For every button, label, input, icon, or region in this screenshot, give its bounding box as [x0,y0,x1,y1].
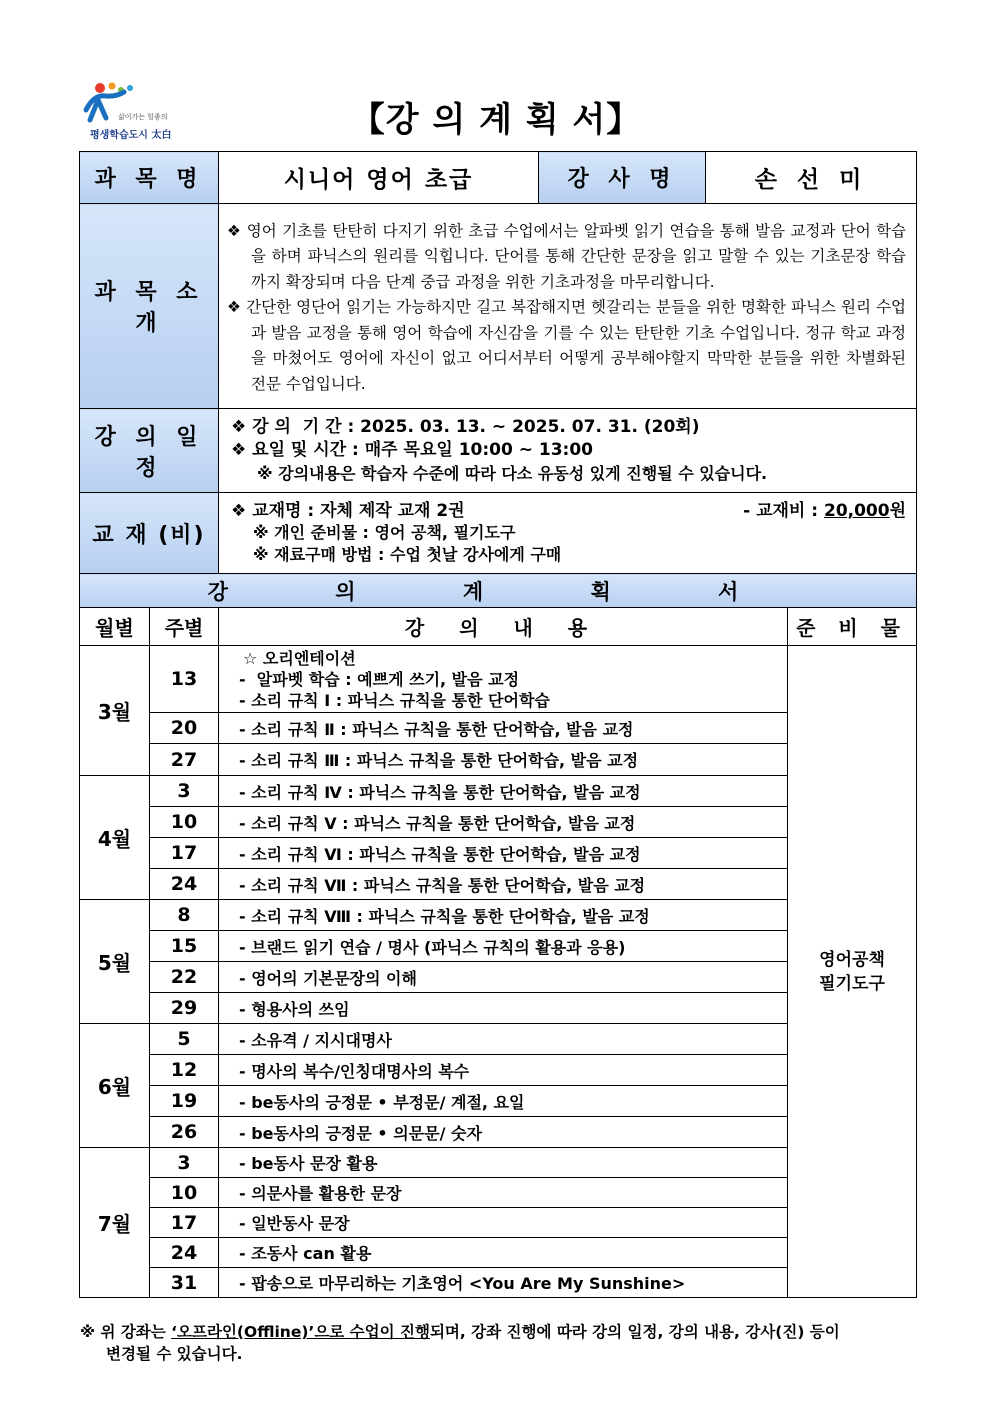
intro-label: 과 목 소 개 [80,204,219,409]
lesson-content [219,646,788,713]
personal-supplies-note: ※ 개인 준비물 : 영어 공책, 필기도구 [253,523,516,542]
textbook-info [219,493,917,574]
textbook-fee-label: - 교재비 : [743,501,819,521]
lesson-content: - be동사 문장 활용 [219,1148,788,1178]
lesson-content: - 소유격 / 지시대명사 [219,1024,788,1055]
week-cell: 19 [150,1086,219,1117]
lesson-content: - 소리 규칙 Ⅳ : 파닉스 규칙을 통한 단어학습, 발음 교정 [219,776,788,807]
lesson-content: - be동사의 긍정문 • 부정문/ 계절, 요일 [219,1086,788,1117]
week-cell: 31 [150,1268,219,1298]
lesson-content: - be동사의 긍정문 • 의문문/ 숫자 [219,1117,788,1148]
textbook-fee [743,500,906,522]
textbook-fee-amount: 20,000 [823,501,890,521]
textbook-label: 교 재 (비) [80,493,219,574]
week-cell: 10 [150,807,219,838]
week-cell: 24 [150,869,219,900]
week-cell: 27 [150,744,219,776]
lesson-content: - 의문사를 활용한 문장 [219,1178,788,1208]
footer-note [80,1321,918,1365]
textbook-name: ❖ 교재명 : 자체 제작 교재 2권 [231,501,465,521]
intro-paragraph-1: ❖ 영어 기초를 탄탄히 다지기 위한 초급 수업에서는 알파벳 읽기 연습을 통해 발음 교정과 단어 학습을 하며 파닉스의 원리를 익힙니다. 단어를 통해 간단한 문장을 읽고 말할 수 있는 기초문장 학습까지 확장되며 다음 단계 중급 과정을 위한 기초과정을 마무리합니다. [227,221,907,291]
orientation-line: ☆ 오리엔테이션 [243,648,356,668]
logo-slogan: 삶이가는 힐좋의 [118,113,168,121]
week-cell: 3 [150,776,219,807]
lesson-content: - 명사의 복수/인칭대명사의 복수 [219,1055,788,1086]
col-header-prep: 준 비 물 [788,608,917,646]
schedule-label: 강 의 일 정 [80,409,219,493]
week-cell: 22 [150,962,219,993]
week-cell: 5 [150,1024,219,1055]
alphabet-line: - 알파벳 학습 : 예쁘게 쓰기, 발음 교정 [239,669,520,689]
lesson-content: - 일반동사 문장 [219,1208,788,1238]
lecture-period: ❖ 강 의 기 간 : 2025. 03. 13. ~ 2025. 07. 31. (20회) [231,417,700,437]
week-cell: 17 [150,1208,219,1238]
lesson-content: - 소리 규칙 Ⅲ : 파닉스 규칙을 통한 단어학습, 발음 교정 [219,744,788,776]
month-cell: 4월 [80,776,150,900]
lecture-time: ❖ 요일 및 시간 : 매주 목요일 10:00 ~ 13:00 [231,440,594,460]
footer-line-2: 변경될 수 있습니다. [106,1345,243,1363]
supplies-cell [788,646,917,1298]
col-header-content: 강 의 내 용 [219,608,788,646]
course-intro [219,204,917,409]
lesson-content: - 브랜드 읽기 연습 / 명사 (파닉스 규칙의 활용과 응용) [219,931,788,962]
week-cell: 8 [150,900,219,931]
lesson-content: - 소리 규칙 Ⅷ : 파닉스 규칙을 통한 단어학습, 발음 교정 [219,900,788,931]
purchase-method-note: ※ 재료구매 방법 : 수업 첫날 강사에게 구매 [253,545,562,564]
lesson-content: - 조동사 can 활용 [219,1238,788,1268]
footer-prefix: ※ 위 강좌는 [80,1323,172,1341]
lesson-content: - 소리 규칙 Ⅱ : 파닉스 규칙을 통한 단어학습, 발음 교정 [219,713,788,744]
subject-label: 과 목 명 [80,152,219,204]
lecture-plan-table [79,151,917,1298]
week-cell: 24 [150,1238,219,1268]
supply-writing-tools: 필기도구 [819,973,885,994]
week-cell: 10 [150,1178,219,1208]
instructor-label: 강 사 명 [539,152,706,204]
week-cell: 15 [150,931,219,962]
month-cell: 6월 [80,1024,150,1148]
month-cell: 7월 [80,1148,150,1298]
lesson-content: - 영어의 기본문장의 이해 [219,962,788,993]
week-cell: 17 [150,838,219,869]
lesson-content: - 소리 규칙 Ⅶ : 파닉스 규칙을 통한 단어학습, 발음 교정 [219,869,788,900]
table-row [80,646,917,713]
col-header-week: 주별 [150,608,219,646]
plan-section-title: 강 의 계 획 서 [80,574,917,608]
month-cell: 5월 [80,900,150,1024]
footer-suffix: 되며, 강좌 진행에 따라 강의 일정, 강의 내용, 강사(진) 등이 [429,1323,840,1341]
week-cell: 20 [150,713,219,744]
footer-offline-notice: ‘오프라인(Offline)’으로 수업이 진행 [171,1323,430,1341]
lesson-content: - 팝송으로 마무리하는 기초영어 <You Are My Sunshine> [219,1268,788,1298]
page-title: 【강 의 계 획 서】 [350,100,642,140]
lesson-content: - 형용사의 쓰임 [219,993,788,1024]
lesson-content: - 소리 규칙 Ⅵ : 파닉스 규칙을 통한 단어학습, 발음 교정 [219,838,788,869]
instructor-name: 손 선 미 [706,152,917,204]
week-cell: 26 [150,1117,219,1148]
week-cell: 3 [150,1148,219,1178]
schedule-note: ※ 강의내용은 학습자 수준에 따라 다소 유동성 있게 진행될 수 있습니다. [257,464,768,483]
week-cell: 12 [150,1055,219,1086]
footer-line-1 [80,1321,918,1343]
logo-city-name: 평생학습도시 太白 [90,130,172,141]
supply-notebook: 영어공책 [819,949,885,970]
textbook-fee-unit: 원 [889,501,907,521]
week-cell: 13 [150,646,219,713]
col-header-month: 월별 [80,608,150,646]
sound-rule-1-line: - 소리 규칙 Ⅰ : 파닉스 규칙을 통한 단어학습 [239,690,550,710]
intro-paragraph-2: ❖ 간단한 영단어 읽기는 가능하지만 길고 복잡해지면 헷갈리는 분들을 위한 명확한 파닉스 원리 수업과 발음 교정을 통해 영어 학습에 자신감을 기를 수 있는 탄탄한 기초 수업입니다. 정규 학교 과정을 마쳤어도 영어에 자신이 없고 어디서부터 어떻게 공부해야할지 막막한 분들을 위한 차별화된 전문 수업입니다. [227,298,907,393]
month-cell: 3월 [80,646,150,776]
lesson-content: - 소리 규칙 Ⅴ : 파닉스 규칙을 통한 단어학습, 발음 교정 [219,807,788,838]
subject-name: 시니어 영어 초급 [219,152,539,204]
schedule-info [219,409,917,493]
week-cell: 29 [150,993,219,1024]
